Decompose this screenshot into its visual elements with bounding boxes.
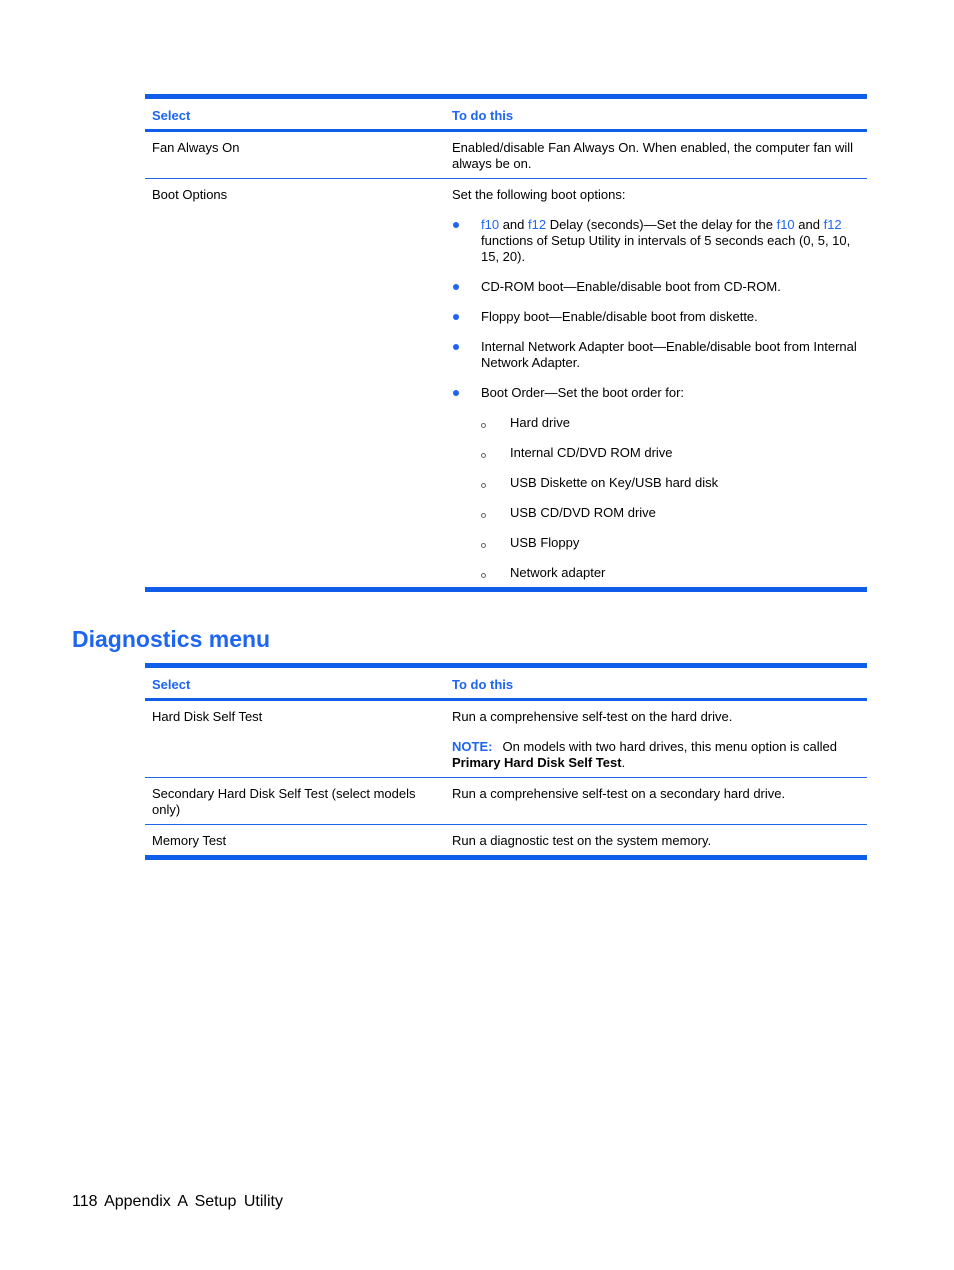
- row-todo-hard-disk-self-test: [445, 701, 867, 777]
- key-f12: f12: [823, 217, 842, 232]
- note-label: NOTE:: [452, 739, 493, 754]
- circle-bullet-icon: [481, 513, 486, 518]
- row-todo-memory-test: Run a diagnostic test on the system memory.: [452, 833, 712, 848]
- bullet-icon: [453, 284, 459, 290]
- row-select-hard-disk-self-test: Hard Disk Self Test: [152, 709, 263, 724]
- key-f10: f10: [481, 217, 500, 232]
- boot-order-item-label: USB Diskette on Key/USB hard disk: [510, 475, 719, 490]
- diagnostics-table: [145, 663, 867, 860]
- bullet-icon: [453, 344, 459, 350]
- row-todo-secondary-hard-disk: Run a comprehensive self-test on a secondary hard drive.: [452, 786, 786, 801]
- row-todo-fan-always-on: Enabled/disable Fan Always On. When enabled, the computer fan will always be on.: [452, 140, 854, 171]
- header-to-do-this: To do this: [452, 108, 514, 123]
- boot-options-intro: Set the following boot options:: [452, 187, 626, 202]
- boot-order-item-label: Network adapter: [510, 565, 606, 580]
- footer-section: Appendix A: [104, 1193, 188, 1210]
- table-row: [145, 825, 867, 855]
- note: [452, 739, 863, 771]
- key-f10: f10: [776, 217, 795, 232]
- key-f12: f12: [528, 217, 547, 232]
- bullet-icon: [453, 314, 459, 320]
- list-item: [452, 217, 863, 265]
- row-select-memory-test: Memory Test: [152, 833, 227, 848]
- table-row: [145, 778, 867, 825]
- row-todo-boot-options: [445, 179, 867, 587]
- boot-order-item: [452, 415, 863, 431]
- boot-order-item-label: USB Floppy: [510, 535, 580, 550]
- boot-order-item: [452, 505, 863, 521]
- boot-order-item: [452, 565, 863, 581]
- bullet-icon: [453, 222, 459, 228]
- circle-bullet-icon: [481, 573, 486, 578]
- boot-order-item: [452, 535, 863, 551]
- circle-bullet-icon: [481, 453, 486, 458]
- boot-options-table: [145, 94, 867, 592]
- boot-order-item: [452, 445, 863, 461]
- list-item: [452, 309, 863, 325]
- table-row: [145, 701, 867, 778]
- boot-order-item-label: Internal CD/DVD ROM drive: [510, 445, 673, 460]
- header-to-do-this: To do this: [452, 677, 514, 692]
- circle-bullet-icon: [481, 483, 486, 488]
- row-select-boot-options: Boot Options: [152, 187, 228, 202]
- network-boot-text: Internal Network Adapter boot—Enable/disable boot from Internal Network Adapter.: [481, 339, 857, 370]
- list-item: [452, 385, 863, 401]
- boot-order-item-label: USB CD/DVD ROM drive: [510, 505, 656, 520]
- floppy-boot-text: Floppy boot—Enable/disable boot from diskette.: [481, 309, 758, 324]
- row-select-secondary-hard-disk: Secondary Hard Disk Self Test (select models only): [152, 786, 416, 817]
- delay-text-rest: functions of Setup Utility in intervals of 5 seconds each (0, 5, 10, 15, 20).: [481, 233, 851, 264]
- table-row: [145, 132, 867, 179]
- note-bold-term: Primary Hard Disk Self Test: [452, 755, 622, 770]
- section-heading: Diagnostics menu: [72, 626, 271, 652]
- row-select-fan-always-on: Fan Always On: [152, 140, 240, 155]
- list-item: [452, 339, 863, 371]
- table-row: [145, 179, 867, 587]
- boot-order-item-label: Hard drive: [510, 415, 570, 430]
- note-end: .: [621, 755, 626, 770]
- bullet-icon: [453, 390, 459, 396]
- table-header: [145, 99, 867, 132]
- header-select: Select: [152, 677, 191, 692]
- page-number: 118: [72, 1193, 98, 1210]
- circle-bullet-icon: [481, 543, 486, 548]
- table-header: [145, 668, 867, 701]
- circle-bullet-icon: [481, 423, 486, 428]
- boot-order-text: Boot Order—Set the boot order for:: [481, 385, 685, 400]
- cdrom-boot-text: CD-ROM boot—Enable/disable boot from CD-ROM.: [481, 279, 781, 294]
- delay-text: Delay (seconds)—Set the delay for the: [546, 217, 777, 232]
- footer-title: Setup Utility: [194, 1193, 283, 1210]
- text-and: and: [499, 217, 528, 232]
- hdd-description: Run a comprehensive self-test on the hard drive.: [452, 709, 733, 724]
- header-select: Select: [152, 108, 191, 123]
- list-item: [452, 279, 863, 295]
- boot-order-item: [452, 475, 863, 491]
- note-text: On models with two hard drives, this menu option is called: [502, 739, 837, 754]
- text-and: and: [794, 217, 824, 232]
- page-footer: [72, 1192, 283, 1212]
